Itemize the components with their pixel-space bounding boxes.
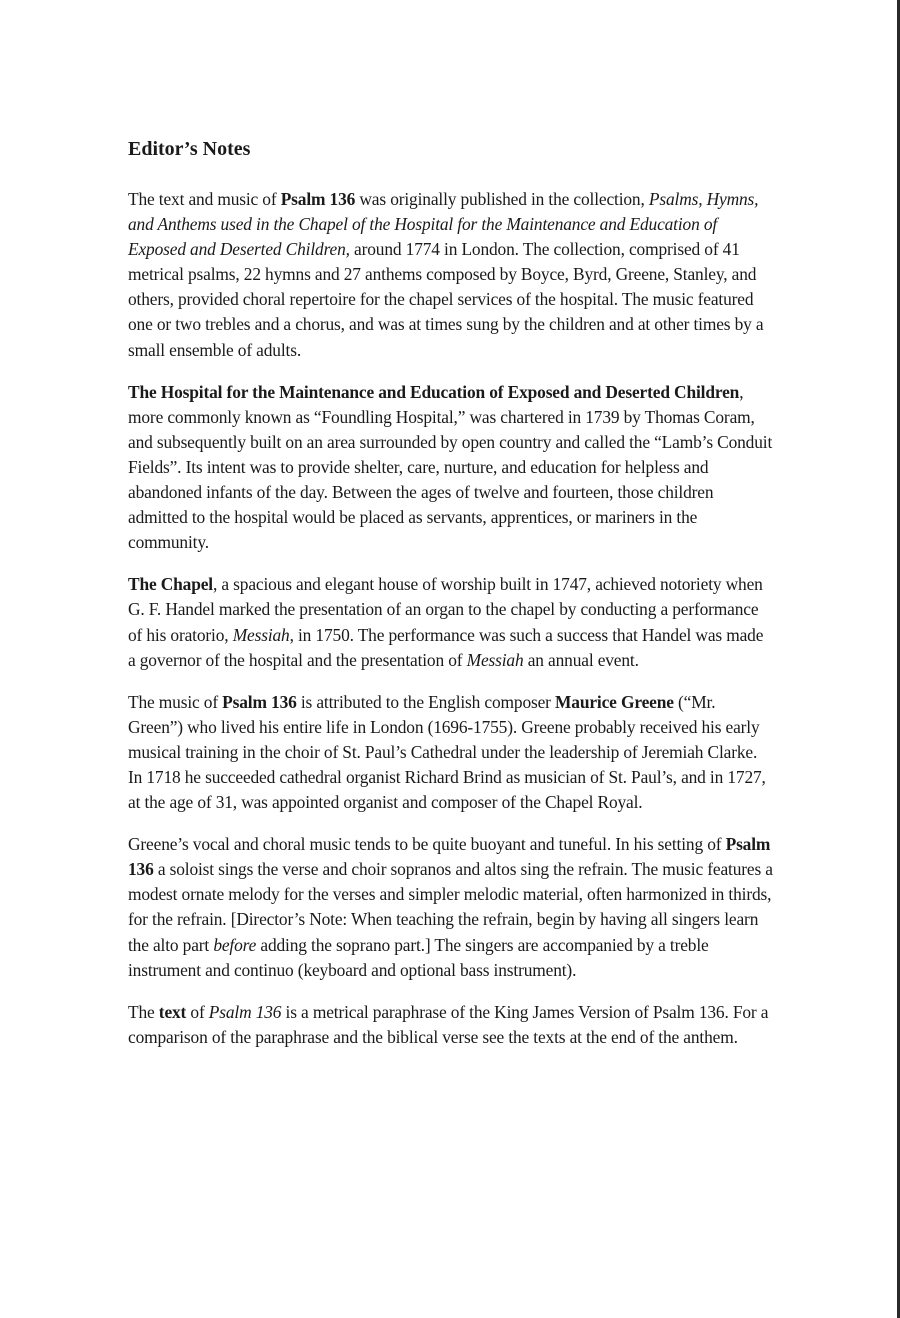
text-run: is a metrical paraphrase of the King James Version of Psalm 136. For a comparison of the paraphrase and the biblical verse see the texts at the end of the anthem. bbox=[128, 1001, 769, 1047]
bold-term: Psalm 136 bbox=[128, 834, 771, 880]
text-run: The text and music of bbox=[128, 189, 281, 209]
bold-term: The Chapel bbox=[128, 574, 213, 595]
bold-term: Psalm 136 bbox=[222, 691, 297, 712]
page-title: Editor’s Notes bbox=[128, 138, 251, 160]
italic-title: Messiah bbox=[466, 649, 524, 670]
bold-term: text bbox=[158, 1001, 187, 1022]
paragraph-chapel bbox=[128, 572, 773, 672]
italic-title: Messiah bbox=[232, 624, 290, 645]
bold-term: The Hospital for the Maintenance and Education of Exposed and Deserted Children bbox=[128, 381, 740, 402]
text-run: was originally published in the collection, bbox=[355, 189, 649, 209]
paragraph-music bbox=[128, 832, 773, 983]
paragraph-composer bbox=[128, 690, 773, 815]
bold-term: Psalm 136 bbox=[280, 189, 356, 209]
text-run: , in 1750. The performance was such a success that Handel was made a governor of the hospital and the presentation of bbox=[128, 624, 764, 670]
text-run: is attributed to the English composer bbox=[296, 691, 556, 712]
text-run: The bbox=[128, 1001, 159, 1022]
text-run: adding the soprano part.] The singers are accompanied by a treble instrument and continuo (keyboard and optional bass instrument). bbox=[128, 934, 709, 980]
text-run: a soloist sings the verse and choir sopranos and altos sing the refrain. The music features a modest ornate melody for the verses and simpler melodic material, often harmonized in thirds, for the refrain. [Director’s Note: When teaching the refrain, begin by having all singers learn the alto part bbox=[128, 859, 773, 955]
paragraph-text bbox=[128, 1000, 773, 1050]
paragraph-collection bbox=[128, 187, 773, 363]
text-run: Greene’s vocal and choral music tends to be quite buoyant and tuneful. In his setting of bbox=[128, 834, 726, 855]
text-run: , more commonly known as “Foundling Hospital,” was chartered in 1739 by Thomas Coram, and subsequently built on an area surrounded by open country and called the “Lamb’s Conduit Fields”. Its intent was to provide shelter, care, nurture, and education for helpless and abandoned infants of the day. Between the ages of twelve and fourteen, those children admitted to the hospital would be placed as servants, apprentices, or mariners in the community. bbox=[128, 381, 773, 553]
italic-term: before bbox=[213, 934, 257, 955]
text-run: an annual event. bbox=[523, 649, 639, 670]
text-run: (“Mr. Green”) who lived his entire life in London (1696-1755). Greene probably received his early musical training in the choir of St. Paul’s Cathedral under the leadership of Jeremiah Clarke. In 1718 he succeeded cathedral organist Richard Brind as musician of St. Paul’s, and in 1727, at the age of 31, was appointed organist and composer of the Chapel Royal. bbox=[128, 691, 766, 813]
text-run: , a spacious and elegant house of worship built in 1747, achieved notoriety when G. F. Handel marked the presentation of an organ to the chapel by conducting a performance of his oratorio, bbox=[128, 574, 763, 645]
paragraph-hospital bbox=[128, 380, 773, 556]
text-run: The music of bbox=[128, 691, 223, 712]
bold-term: Maurice Greene bbox=[555, 691, 674, 712]
italic-title: Psalms, Hymns, and Anthems used in the Chapel of the Hospital for the Maintenance and Education of Exposed and Deserted Children, bbox=[128, 189, 759, 260]
text-run: of bbox=[186, 1001, 209, 1022]
editors-notes-page bbox=[128, 138, 773, 1067]
italic-title: Psalm 136 bbox=[208, 1001, 282, 1022]
text-run: around 1774 in London. The collection, comprised of 41 metrical psalms, 22 hymns and 27 anthems composed by Boyce, Byrd, Greene, Stanley, and others, provided choral repertoire for the chapel services of the hospital. The music featured one or two trebles and a chorus, and was at times sung by the children and at other times by a small ensemble of adults. bbox=[128, 239, 764, 360]
